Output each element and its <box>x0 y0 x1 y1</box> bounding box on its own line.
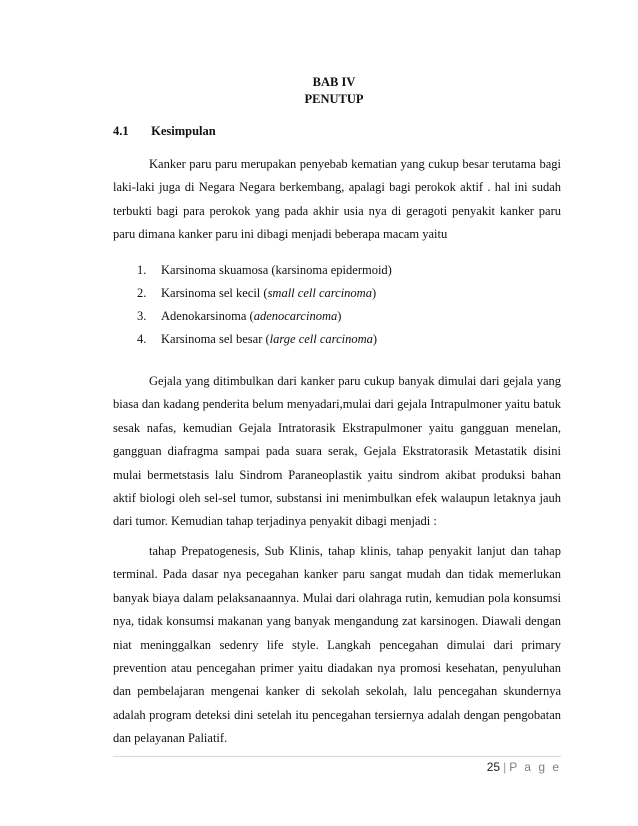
list-item-term: large cell carcinoma <box>269 332 373 346</box>
list-item-text: Karsinoma sel besar ( <box>161 332 270 346</box>
chapter-title: PENUTUP <box>304 92 364 106</box>
list-item-suffix: ) <box>337 309 342 323</box>
paragraph-symptoms-text: Gejala yang ditimbulkan dari kanker paru cukup banyak dimulai dari gejala yang biasa dan kadang penderita belum menyadari,mulai dari gejala Intrapulmoner yaitu batuk sesak nafas, kemudian Gejala Intratorasik Ekstrapulmoner yaitu gangguan menelan, gangguan diafragma sampai pada suara serak, Gejala Ekstratorasik Metastatik disini mulai bermetstasis lalu Sindrom Paraneoplastik yaitu sindrom akibat produksi bahan aktif biologi oleh sel-sel tumor, substansi ini menimbulkan efek walaupun letaknya jauh dari tumor. Kemudian tahap terjadinya penyakit dibagi menjadi : <box>113 374 561 529</box>
list-item-number: 1. <box>137 263 147 277</box>
list-item <box>137 282 392 305</box>
chapter-label: BAB IV <box>312 75 356 89</box>
list-item-number: 3. <box>137 309 147 323</box>
list-item-text: Adenokarsinoma ( <box>161 309 254 323</box>
paragraph-prevention-text: tahap Prepatogenesis, Sub Klinis, tahap klinis, tahap penyakit lanjut dan tahap terminal. Pada dasar nya pecegahan kanker paru sangat mudah dan tidak memerlukan banyak biaya dalam pelaksanaannya. Mulai dari olahraga rutin, kemudian pola konsumsi nya, tidak konsumsi makanan yang banyak mengandung zat karsinogen. Diawali dengan niat meninggalkan sedenry life style. Langkah pencegahan dimulai dari primary prevention atau pencegahan primer yaitu diadakan nya promosi kesehatan, penyuluhan dan pembelajaran mengenai kanker di sekolah sekolah, lalu pencegahan skundernya adalah program deteksi dini setelah itu pencegahan tersiernya adalah dengan pengobatan dan pelayanan Paliatif. <box>113 544 561 746</box>
list-item-term: small cell carcinoma <box>267 286 372 300</box>
list-item-suffix: ) <box>371 286 377 300</box>
chapter-heading <box>0 74 638 108</box>
page-footer <box>487 760 561 774</box>
list-item-term: adenocarcinoma <box>253 309 338 323</box>
paragraph-prevention <box>113 540 561 751</box>
paragraph-symptoms <box>113 370 561 534</box>
footer-divider <box>113 756 561 757</box>
list-item-suffix: ) <box>372 332 378 346</box>
list-item-number: 4. <box>137 332 147 346</box>
section-number: 4.1 <box>113 124 129 138</box>
footer-separator: | <box>503 760 507 774</box>
paragraph-intro <box>113 153 561 247</box>
page-word: P a g e <box>509 760 561 774</box>
section-title: Kesimpulan <box>151 124 216 138</box>
paragraph-intro-text: Kanker paru paru merupakan penyebab kematian yang cukup besar terutama bagi laki-laki juga di Negara Negara berkembang, apalagi bagi perokok aktif . hal ini sudah terbukti bagi para perokok yang pada akhir usia nya di geragoti penyakit kanker paru paru dimana kanker paru ini dibagi menjadi beberapa macam yaitu <box>113 157 561 242</box>
section-heading <box>113 124 216 139</box>
cancer-type-list <box>137 259 392 351</box>
list-item <box>137 305 392 328</box>
list-item-number: 2. <box>137 286 147 300</box>
list-item-text: Karsinoma skuamosa (karsinoma epidermoid) <box>161 263 392 277</box>
list-item <box>137 259 392 282</box>
page-number: 25 <box>486 760 501 774</box>
list-item <box>137 328 392 351</box>
list-item-text: Karsinoma sel kecil ( <box>161 286 268 300</box>
